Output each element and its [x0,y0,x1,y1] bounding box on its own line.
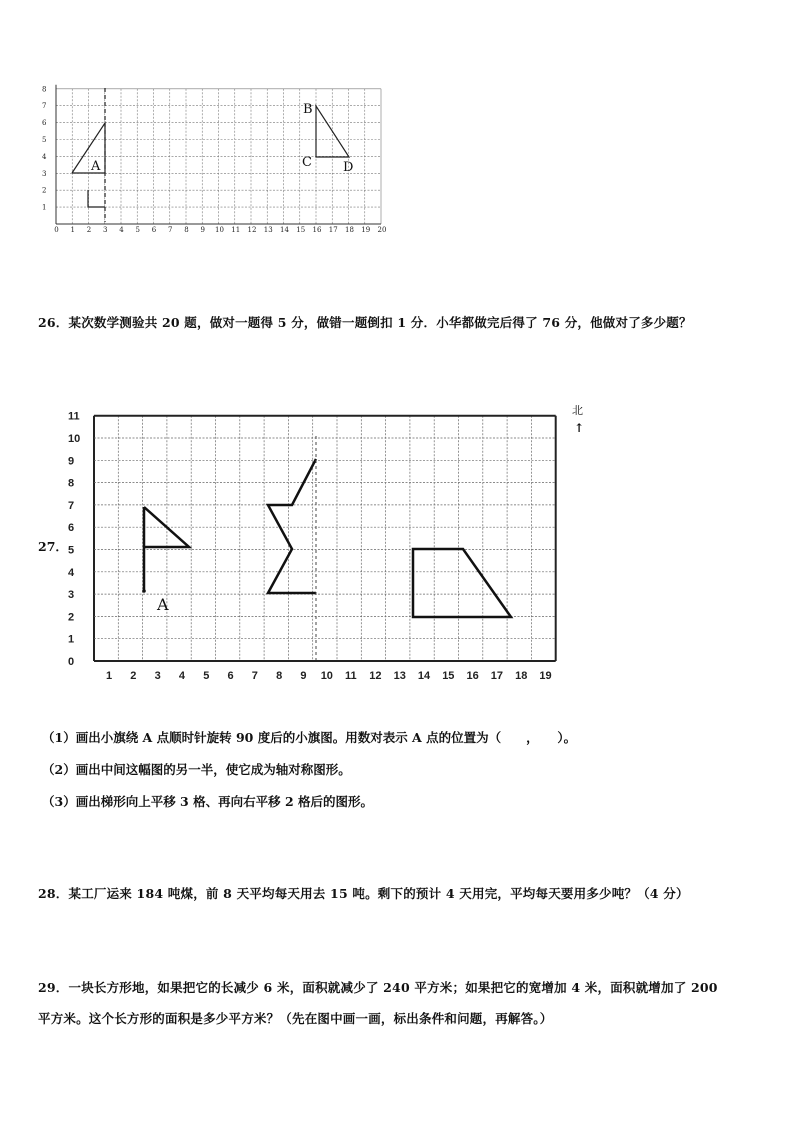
grid1-x-tick: 13 [263,226,273,234]
grid2-y-tick: 11 [68,410,80,423]
grid1-y-tick: 6 [42,119,47,128]
label-d: D [343,160,354,175]
grid2-x-tick: 12 [369,670,382,682]
grid2-x-tick: 17 [490,670,504,682]
grid1-y-tick: 3 [42,169,47,178]
grid2-x-tick: 3 [154,670,161,682]
question-29-line-1: 29．一块长方形地，如果把它的长减少 6 米，面积就减少了 240 平方米；如果把它的宽增加 4 米，面积就增加了 200 [38,980,718,995]
question-28: 28．某工厂运来 184 吨煤，前 8 天平均每天用去 15 吨。剩下的预计 4 天用完，平均每天要用多少吨？（4 分） [38,886,689,901]
half-symmetric-figure [268,459,316,593]
grid2-x-tick: 6 [227,670,234,682]
point-a-dot [142,589,146,593]
grid1-x-tick: 6 [151,226,157,234]
grid1-x-tick: 16 [312,226,322,234]
grid1-x-tick: 9 [200,226,205,234]
north-label: 北 [572,404,583,417]
grid2-y-tick: 10 [68,433,81,445]
grid2-y-tick: 4 [68,566,75,579]
point-a-label: A [157,595,169,614]
grid2-x-tick: 18 [515,670,528,682]
grid2-x-tick: 9 [300,670,307,682]
left-flag-pole [88,190,105,207]
grid2-x-tick: 2 [130,670,137,682]
question-27-number: 27． [38,539,68,554]
north-arrow-icon: ↑ [574,421,585,435]
grid1-x-tick: 19 [361,226,371,234]
grid1-x-tick: 0 [54,226,59,234]
grid1-x-tick: 15 [296,226,306,234]
grid1-x-tick: 14 [280,226,289,234]
grid1-x-tick: 17 [328,226,338,234]
trapezoid-shape [413,549,511,617]
grid1-x-tick: 8 [184,226,189,234]
question-27-part-3: （3）画出梯形向上平移 3 格、再向右平移 2 格后的图形。 [42,794,374,809]
grid1-x-tick: 18 [345,226,354,234]
label-c: C [302,155,312,170]
grid2-x-tick: 8 [276,670,283,682]
question-27-part-1: （1）画出小旗绕 A 点顺时针旋转 90 度后的小旗图。用数对表示 A 点的位置为（ ， ）。 [42,730,577,745]
grid2-x-tick: 1 [106,670,113,682]
grid1-y-tick: 5 [42,136,47,144]
grid2-x-tick: 14 [417,670,431,682]
grid1-x-tick: 20 [377,226,387,234]
grid2-y-tick: 6 [68,522,75,535]
grid2-x-tick: 13 [393,670,406,682]
label-a: A [91,159,101,174]
grid2-x-tick: 11 [345,670,357,682]
grid2-x-tick: 7 [251,670,258,682]
grid2-y-tick: 3 [68,589,75,602]
grid2-y-tick: 0 [68,656,75,668]
grid1-x-tick: 4 [119,226,124,234]
grid1-y-tick: 4 [42,152,47,161]
grid2-y-tick: 5 [68,544,75,557]
grid-figure-1 [0,0,400,250]
grid2-x-tick: 5 [203,670,210,682]
question-29-line-2: 平方米。这个长方形的面积是多少平方米？（先在图中画一画，标出条件和问题，再解答。） [38,1011,553,1026]
grid1-x-tick: 7 [167,226,173,234]
grid1-x-tick: 5 [135,226,140,234]
grid2-y-tick: 7 [68,499,75,512]
grid2-y-tick: 2 [68,611,75,624]
grid2-y-tick: 9 [68,455,75,468]
grid1-x-tick: 11 [231,226,241,234]
grid2-x-tick: 16 [466,670,479,682]
grid2-y-tick: 8 [68,477,75,490]
grid2-x-tick: 4 [178,670,186,682]
label-b: B [303,102,313,117]
grid1-y-tick: 8 [42,85,47,94]
grid1-x-tick: 12 [247,226,257,234]
grid1-x-tick: 2 [86,226,92,234]
grid2-x-tick: 15 [442,670,455,682]
grid1-y-tick: 7 [42,102,47,111]
grid2-y-tick: 1 [68,633,75,646]
grid2-x-tick: 19 [539,670,552,682]
flag-shape [144,507,189,591]
grid1-x-tick: 3 [102,226,108,234]
grid-figure-2 [0,390,600,690]
grid1-y-tick: 2 [42,186,47,195]
grid1-x-tick: 1 [70,226,75,234]
question-27-part-2: （2）画出中间这幅图的另一半，使它成为轴对称图形。 [42,762,351,777]
grid1-y-tick: 1 [42,203,47,212]
grid2-x-tick: 10 [320,670,333,682]
question-26: 26．某次数学测验共 20 题，做对一题得 5 分，做错一题倒扣 1 分．小华都做完后得了 76 分，他做对了多少题？ [38,315,692,330]
grid1-x-tick: 10 [215,226,224,234]
